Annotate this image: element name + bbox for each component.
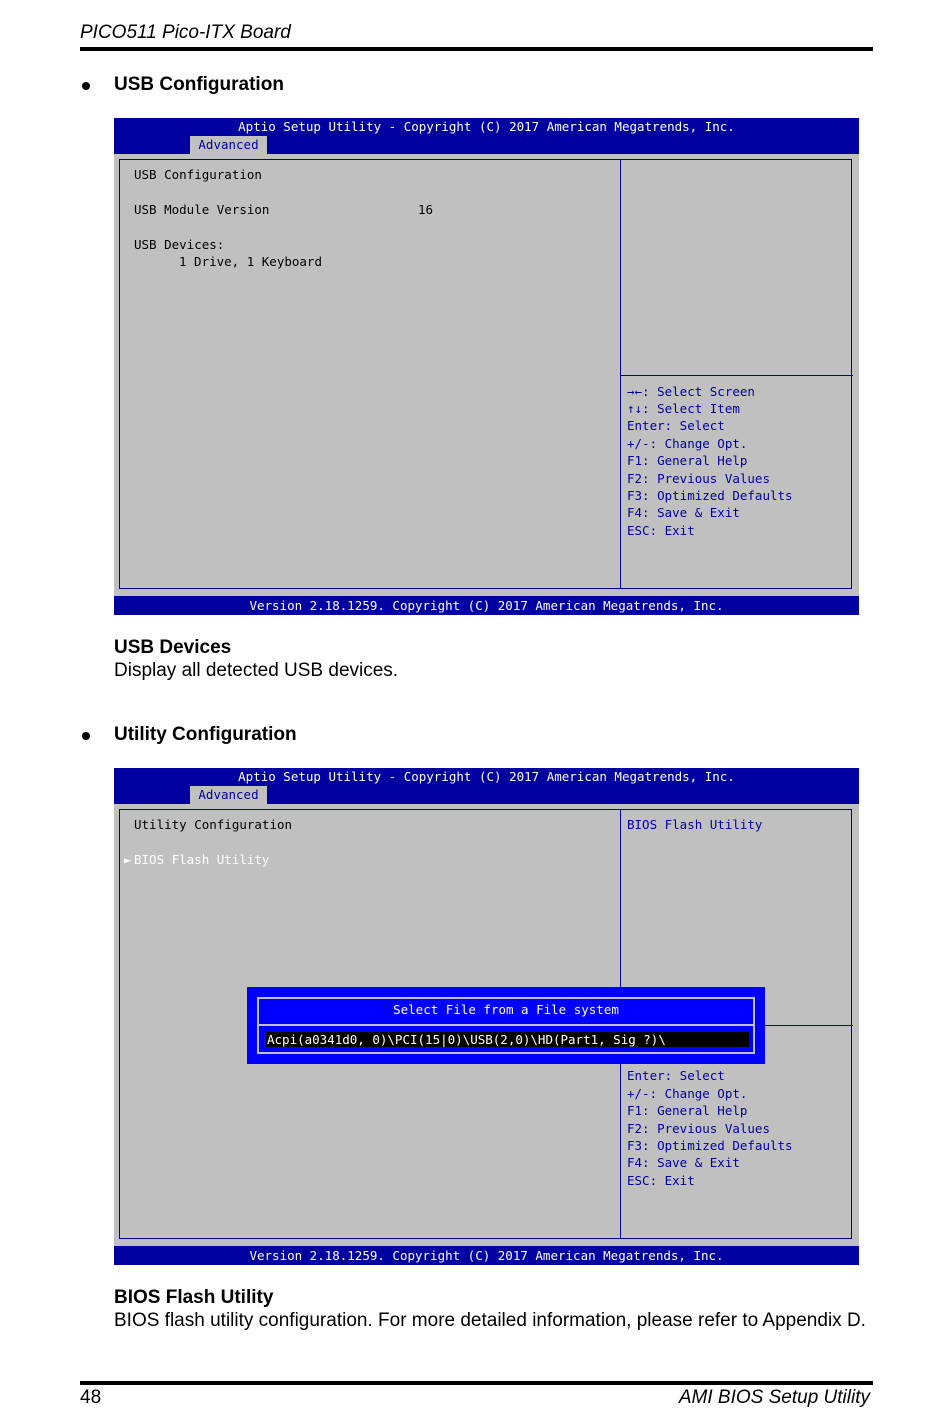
- bios-body: [114, 804, 859, 1246]
- document-header-title: PICO511 Pico-ITX Board: [80, 22, 291, 43]
- bios-body: [114, 154, 859, 596]
- footer-title: AMI BIOS Setup Utility: [678, 1387, 870, 1408]
- bios-title: Aptio Setup Utility - Copyright (C) 2017 American Megatrends, Inc.: [238, 119, 735, 134]
- help-save-exit: F4: Save & Exit: [627, 505, 740, 520]
- help-enter-select: Enter: Select: [627, 1068, 725, 1083]
- usb-devices-label: USB Devices:: [134, 237, 225, 252]
- bullet-utility-configuration: [82, 732, 90, 740]
- usb-module-version-value: 16: [418, 202, 434, 217]
- bios-flash-utility-item[interactable]: BIOS Flash Utility: [134, 852, 270, 867]
- bios-version-footer: Version 2.18.1259. Copyright (C) 2017 American Megatrends, Inc.: [249, 1248, 724, 1263]
- item-desc-bios-flash-utility: BIOS flash utility configuration. For more detailed information, please refer to Appendix D.: [114, 1310, 866, 1331]
- help-change-opt: +/-: Change Opt.: [627, 1086, 748, 1101]
- help-change-opt: +/-: Change Opt.: [627, 436, 748, 451]
- header-rule: [80, 47, 873, 51]
- file-path-option[interactable]: Acpi(a0341d0, 0)\PCI(15|0)\USB(2,0)\HD(Part1, Sig ?)\: [266, 1032, 749, 1047]
- bios-page-title: USB Configuration: [134, 167, 262, 182]
- dialog-frame: [257, 997, 755, 1054]
- section-heading-utility-configuration: Utility Configuration: [114, 724, 297, 745]
- bios-divider-vertical: [620, 159, 621, 589]
- help-save-exit: F4: Save & Exit: [627, 1155, 740, 1170]
- help-optimized-defaults: F3: Optimized Defaults: [627, 488, 793, 503]
- help-general-help: F1: General Help: [627, 453, 748, 468]
- bios-frame: [119, 159, 852, 589]
- bios-divider-horizontal: [621, 375, 853, 376]
- selected-marker-icon: ►: [124, 852, 132, 867]
- item-desc-usb-devices: Display all detected USB devices.: [114, 660, 399, 681]
- help-select-screen: →←: Select Screen: [627, 384, 755, 399]
- help-general-help: F1: General Help: [627, 1103, 748, 1118]
- select-file-dialog: [247, 987, 765, 1064]
- bios-screen-usb-configuration: [114, 118, 859, 615]
- usb-devices-value: 1 Drive, 1 Keyboard: [179, 254, 322, 269]
- bios-version-footer: Version 2.18.1259. Copyright (C) 2017 American Megatrends, Inc.: [249, 598, 724, 613]
- help-title: BIOS Flash Utility: [627, 817, 763, 832]
- section-heading-usb-configuration: USB Configuration: [114, 74, 284, 95]
- dialog-separator: [259, 1024, 753, 1026]
- help-esc-exit: ESC: Exit: [627, 523, 695, 538]
- page-number: 48: [80, 1387, 102, 1408]
- help-enter-select: Enter: Select: [627, 418, 725, 433]
- help-esc-exit: ESC: Exit: [627, 1173, 695, 1188]
- bios-page-title: Utility Configuration: [134, 817, 293, 832]
- footer-rule: [80, 1381, 873, 1385]
- help-select-item: ↑↓: Select Item: [627, 401, 740, 416]
- bios-screen-utility-configuration: [114, 768, 859, 1265]
- bullet-usb-configuration: [82, 82, 90, 90]
- bios-title: Aptio Setup Utility - Copyright (C) 2017 American Megatrends, Inc.: [238, 769, 735, 784]
- help-optimized-defaults: F3: Optimized Defaults: [627, 1138, 793, 1153]
- tab-advanced[interactable]: Advanced: [190, 136, 267, 154]
- help-previous-values: F2: Previous Values: [627, 471, 770, 486]
- dialog-title: Select File from a File system: [393, 1002, 619, 1017]
- item-title-bios-flash-utility: BIOS Flash Utility: [114, 1287, 274, 1308]
- help-previous-values: F2: Previous Values: [627, 1121, 770, 1136]
- tab-advanced[interactable]: Advanced: [190, 786, 267, 804]
- item-title-usb-devices: USB Devices: [114, 637, 232, 658]
- usb-module-version-label: USB Module Version: [134, 202, 270, 217]
